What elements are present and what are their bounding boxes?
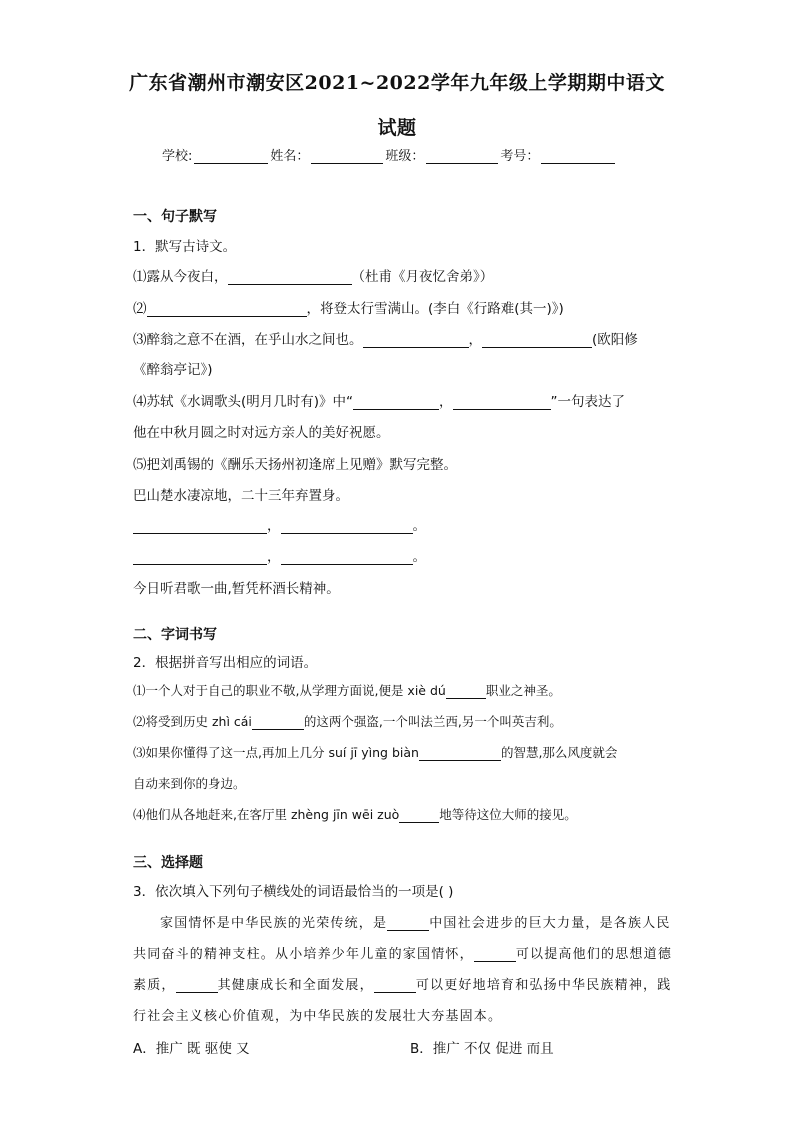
name-field[interactable] (311, 150, 383, 164)
passage-line: 行社会主义核心价值观，为中华民族的发展壮大夯基固本。 (133, 1009, 503, 1024)
school-field[interactable] (194, 150, 268, 164)
answer-blank[interactable] (482, 333, 592, 348)
item-text: 地等待这位大师的接见。 (439, 807, 577, 822)
poem-blank-line (133, 545, 426, 565)
option-a[interactable]: A．推广 既 驱使 又 (133, 1041, 250, 1057)
question-item-cont: 他在中秋月圆之时对远方亲人的美好祝愿。 (133, 425, 390, 441)
answer-blank[interactable] (228, 270, 352, 285)
student-info-row (162, 145, 617, 164)
answer-blank[interactable] (133, 550, 267, 565)
question-item (133, 805, 577, 823)
item-text: ⑶醉翁之意不在酒，在乎山水之间也。 (133, 332, 363, 348)
option-b[interactable]: B．推广 不仅 促进 而且 (410, 1041, 554, 1057)
passage-text: 可以更好地培育和弘扬中华民族精神，践 (415, 978, 672, 993)
answer-blank[interactable] (133, 519, 267, 534)
poem-blank-line (133, 514, 426, 534)
question-item (133, 712, 562, 730)
section-heading: 三、选择题 (133, 855, 203, 871)
passage-text: 素质， (133, 978, 176, 993)
answer-blank[interactable] (474, 947, 516, 962)
passage-line (160, 912, 671, 931)
section-heading: 二、字词书写 (133, 627, 217, 643)
item-text: ⑴一个人对于自己的职业不敬,从学理方面说,便是 xiè dú (133, 683, 446, 698)
question-item: ⑸把刘禹锡的《酬乐天扬州初逢席上见赠》默写完整。 (133, 457, 457, 473)
item-text: 。 (412, 549, 426, 565)
item-text: ， (439, 394, 453, 410)
item-text: ⑵将受到历史 zhì cái (133, 714, 252, 729)
answer-blank[interactable] (419, 746, 501, 761)
item-text: 的这两个强盗,一个叫法兰西,另一个叫英吉利。 (303, 714, 562, 729)
answer-blank[interactable] (353, 395, 439, 410)
question-item (133, 390, 625, 410)
question-stem: 2．根据拼音写出相应的词语。 (133, 655, 318, 671)
exam-title: 广东省潮州市潮安区2021~2022学年九年级上学期期中语文 (129, 72, 665, 94)
item-text: ⑷他们从各地赶来,在客厅里 zhèng jīn wēi zuò (133, 807, 400, 822)
item-text: ⑶如果你懂得了这一点,再加上几分 suí jī yìng biàn (133, 745, 419, 760)
passage-text: 家国情怀是中华民族的光荣传统，是 (160, 916, 388, 931)
poem-line: 今日听君歌一曲,暂凭杯酒长精神。 (133, 581, 340, 597)
question-stem: 3．依次填入下列句子横线处的词语最恰当的一项是( ) (133, 884, 454, 900)
exam-no-field[interactable] (541, 150, 615, 164)
question-item (133, 328, 638, 348)
answer-blank[interactable] (387, 916, 429, 931)
question-stem: 1．默写古诗文。 (133, 239, 237, 255)
item-text: ， (468, 332, 482, 348)
passage-text: 可以提高他们的思想道德 (515, 947, 673, 962)
exam-no-label: 考号： (500, 149, 540, 164)
item-text: ， (267, 518, 281, 534)
item-text: ⑵ (133, 301, 147, 317)
question-item (133, 265, 493, 285)
item-text: 。 (412, 518, 426, 534)
answer-blank[interactable] (399, 808, 439, 823)
class-label: 班级： (385, 149, 425, 164)
answer-blank[interactable] (281, 519, 413, 534)
answer-blank[interactable] (446, 684, 486, 699)
answer-blank[interactable] (176, 978, 218, 993)
section-heading: 一、句子默写 (133, 209, 217, 225)
answer-blank[interactable] (374, 978, 416, 993)
exam-title-cont: 试题 (377, 117, 417, 139)
question-item (133, 681, 561, 699)
item-text: ⑴露从今夜白， (133, 269, 228, 285)
passage-line (133, 943, 672, 962)
question-item-cont: 《醉翁亭记》) (133, 362, 213, 378)
item-text: (欧阳修 (592, 332, 638, 348)
poem-line: 巴山楚水凄凉地，二十三年弃置身。 (133, 488, 349, 504)
item-text: ，将登太行雪满山。(李白《行路难(其一)》) (306, 301, 564, 317)
passage-text: 中国社会进步的巨大力量，是各族人民 (429, 916, 671, 931)
item-text: 的智慧,那么风度就会 (500, 745, 618, 760)
name-label: 姓名： (270, 149, 310, 164)
question-item-cont: 自动来到你的身边。 (133, 776, 246, 791)
answer-blank[interactable] (252, 715, 304, 730)
item-text: （杜甫《月夜忆舍弟》） (351, 269, 494, 285)
item-text: ⑷苏轼《水调歌头(明月几时有)》中“ (133, 394, 354, 410)
passage-line (133, 974, 671, 993)
passage-text: 其健康成长和全面发展， (217, 978, 374, 993)
passage-text: 共同奋斗的精神支柱。从小培养少年儿童的家国情怀， (133, 947, 474, 962)
class-field[interactable] (426, 150, 498, 164)
answer-blank[interactable] (281, 550, 413, 565)
item-text: ， (267, 549, 281, 565)
answer-blank[interactable] (147, 302, 307, 317)
school-label: 学校: (162, 149, 193, 164)
item-text: 职业之神圣。 (485, 683, 561, 698)
answer-blank[interactable] (363, 333, 469, 348)
question-item (133, 297, 564, 317)
question-item (133, 743, 617, 761)
item-text: ”一句表达了 (550, 394, 626, 410)
answer-blank[interactable] (453, 395, 551, 410)
